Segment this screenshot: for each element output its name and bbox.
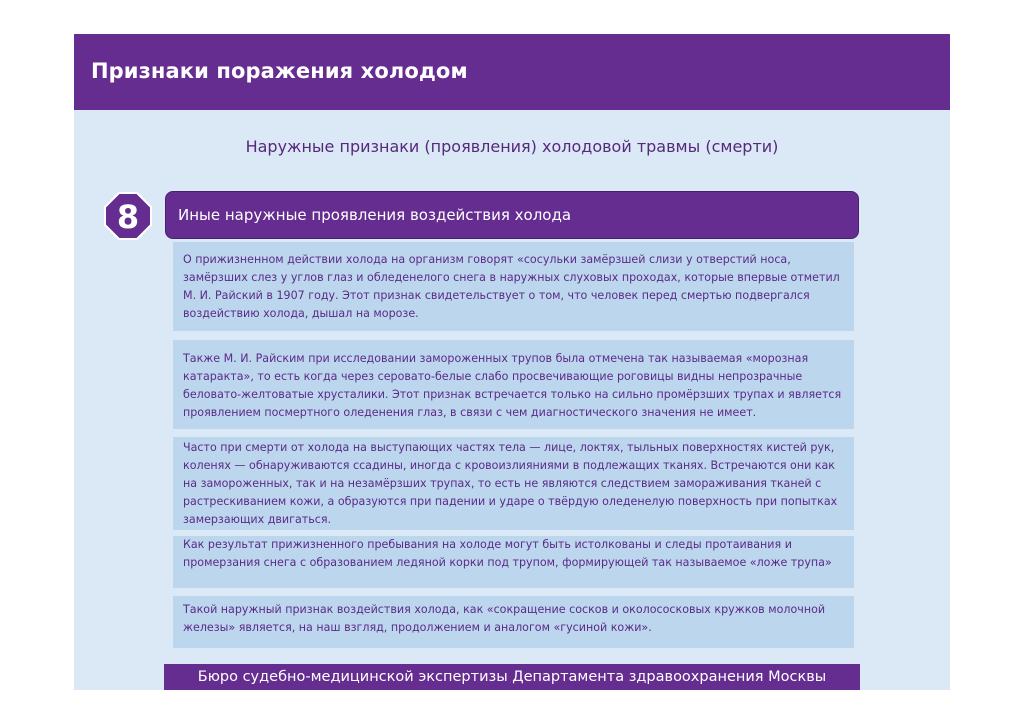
text-box — [173, 536, 854, 588]
page-title: Признаки поражения холодом — [91, 59, 468, 83]
paragraph-text: Также М. И. Райским при исследовании замороженных трупов была отмечена так называемая «морозная катаракта», то есть когда через серовато-белые слабо просвечивающие роговицы видны непрозрачные беловато-желтоватые хрусталики. Этот признак встречается только на сильно промёрзших трупах и является проявлением посмертного оледенения глаз, в связи с чем диагностического значения не имеет. — [183, 352, 842, 419]
paragraph-text: Часто при смерти от холода на выступающих частях тела — лице, локтях, тыльных поверхностях кистей рук, коленях — обнаруживаются ссадины, иногда с кровоизлияниями в подлежащих тканях. Встречаются они как на замороженных, так и на незамёрзших трупах, то есть не являются следствием замораживания тканей с растрескиванием кожи, а образуются при падении и ударе о твёрдую оледенелую поверхность при попытках замерзающих двигаться. — [183, 441, 838, 526]
text-box — [173, 437, 854, 530]
section-header — [165, 191, 859, 239]
section-title: Иные наружные проявления воздействия холода — [178, 206, 572, 224]
paragraph-text: Такой наружный признак воздействия холода, как «сокращение сосков и околососковых кружков молочной железы» является, на наш взгляд, продолжением и аналогом «гусиной кожи». — [183, 603, 826, 634]
text-box — [173, 242, 854, 331]
footer-organization: Бюро судебно-медицинской экспертизы Департамента здравоохранения Москвы — [164, 664, 860, 690]
title-bar — [74, 34, 950, 110]
text-box — [173, 340, 854, 429]
section-number-badge — [104, 192, 152, 240]
subtitle: Наружные признаки (проявления) холодовой травмы (смерти) — [245, 137, 779, 156]
paragraph-text: Как результат прижизненного пребывания на холоде могут быть истолкованы и следы протаивания и промерзания снега с образованием ледяной корки под трупом, формирующей так называемое «ложе трупа» — [183, 538, 832, 569]
paragraph-text: О прижизненном действии холода на организм говорят «сосульки замёрзшей слизи у отверстий носа, замёрзших слез у углов глаз и обледенелого снега в наружных слуховых проходах, которые впервые отметил М. И. Райский в 1907 году. Этот признак свидетельствует о том, что человек перед смертью подвергался воздействию холода, дышал на морозе. — [183, 253, 840, 320]
slide — [74, 34, 950, 690]
text-box — [173, 596, 854, 648]
section-number: 8 — [116, 198, 140, 236]
